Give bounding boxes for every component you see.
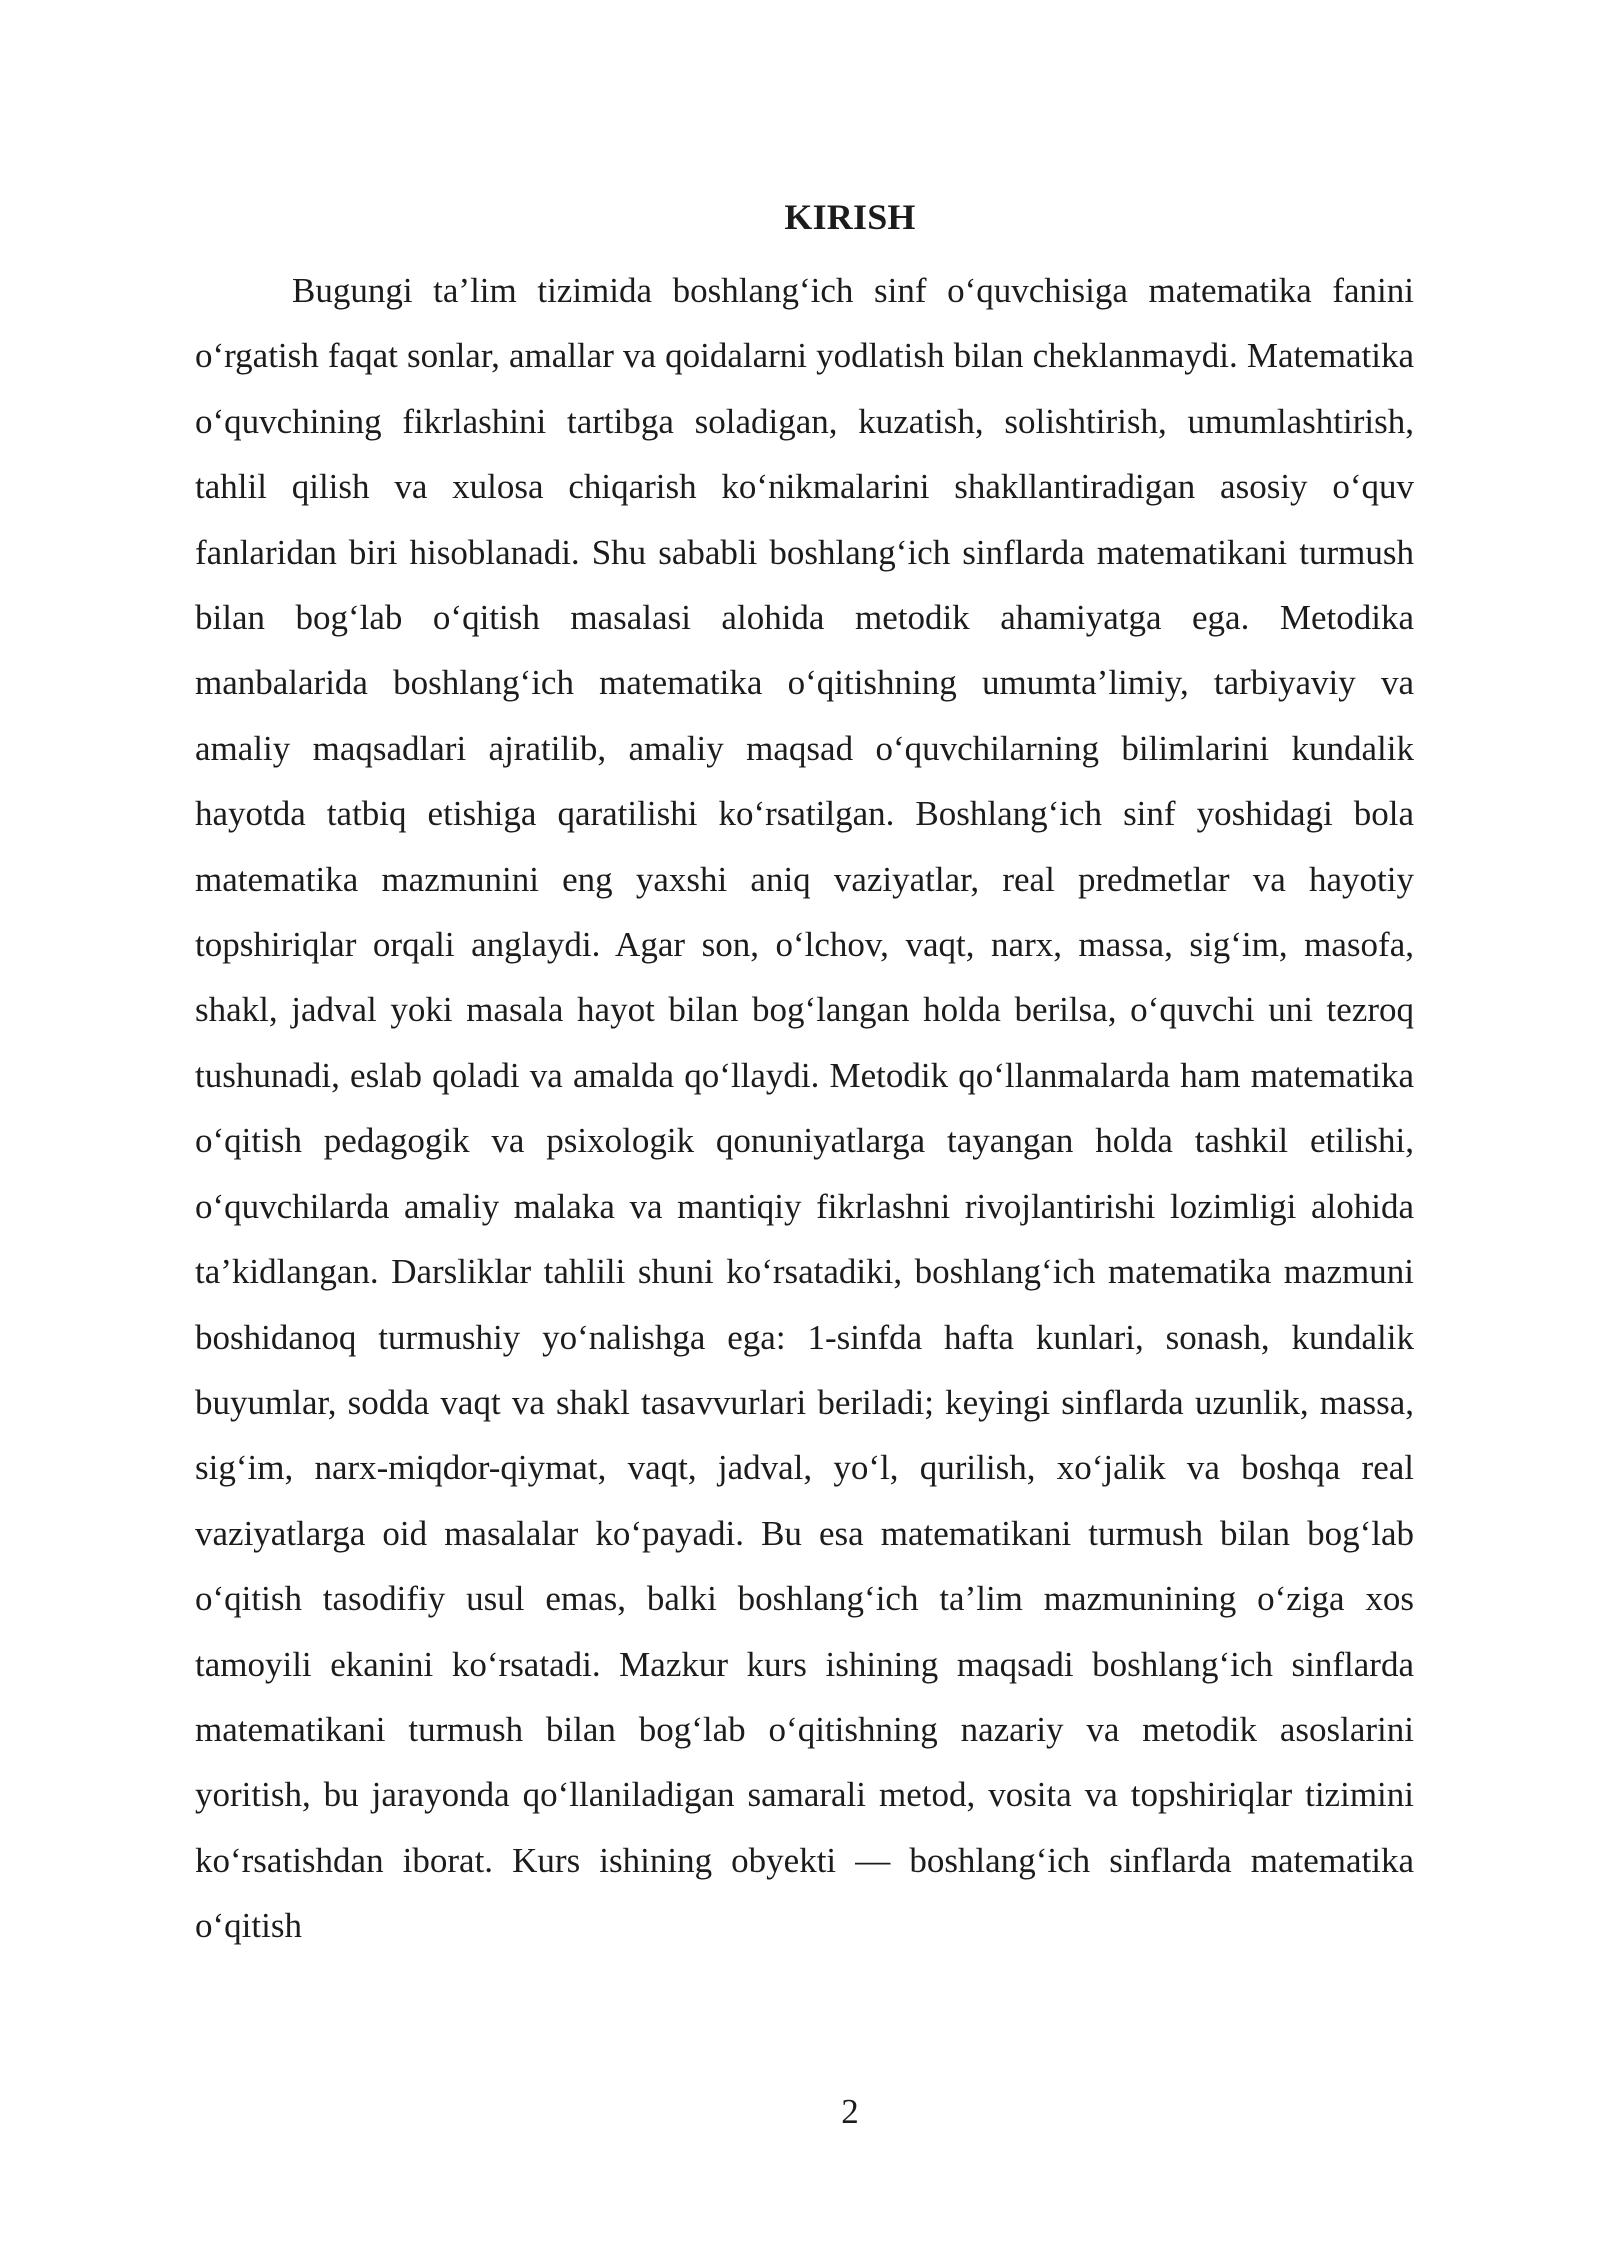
body-paragraph: Bugungi ta’lim tizimida boshlang‘ich sinf o‘quvchisiga matematika fanini o‘rgatish faqat sonlar, amallar va qoidalarni yodlatish bilan cheklanmaydi. Matematika o‘quvchining fikrlashini tartibga soladigan, kuzatish, solishtirish, umumlashtirish, tahlil qilish va xulosa chiqarish ko‘nikmalarini shakllantiradigan asosiy o‘quv fanlaridan biri hisoblanadi. Shu sababli boshlang‘ich sinflarda matematikani turmush bilan bog‘lab o‘qitish masalasi alohida metodik ahamiyatga ega. Metodika manbalarida boshlang‘ich matematika o‘qitishning umumta’limiy, tarbiyaviy va amaliy maqsadlari ajratilib, amaliy maqsad o‘quvchilarning bilimlarini kundalik hayotda tatbiq etishiga qaratilishi ko‘rsatilgan. Boshlang‘ich sinf yoshidagi bola matematika mazmunini eng yaxshi aniq vaziyatlar, real predmetlar va hayotiy topshiriqlar orqali anglaydi. Agar son, o‘lchov, vaqt, narx, massa, sig‘im, masofa, shakl, jadval yoki masala hayot bilan bog‘langan holda berilsa, o‘quvchi uni tezroq tushunadi, eslab qoladi va amalda qo‘llaydi. Metodik qo‘llanmalarda ham matematika o‘qitish pedagogik va psixologik qonuniyatlarga tayangan holda tashkil etilishi, o‘quvchilarda amaliy malaka va mantiqiy fikrlashni rivojlantirishi lozimligi alohida ta’kidlangan. Darsliklar tahlili shuni ko‘rsatadiki, boshlang‘ich matematika mazmuni boshidanoq turmushiy yo‘nalishga ega: 1-sinfda hafta kunlari, sonash, kundalik buyumlar, sodda vaqt va shakl tasavvurlari beriladi; keyingi sinflarda uzunlik, massa, sig‘im, narx-miqdor-qiymat, vaqt, jadval, yo‘l, qurilish, xo‘jalik va boshqa real vaziyatlarga oid masalalar ko‘payadi. Bu esa matematikani turmush bilan bog‘lab o‘qitish tasodifiy usul emas, balki boshlang‘ich ta’lim mazmunining o‘ziga xos tamoyili ekanini ko‘rsatadi. Mazkur kurs ishining maqsadi boshlang‘ich sinflarda matematikani turmush bilan bog‘lab o‘qitishning nazariy va metodik asoslarini yoritish, bu jarayonda qo‘llaniladigan samarali metod, vosita va topshiriqlar tizimini ko‘rsatishdan iborat. Kurs ishining obyekti — boshlang‘ich sinflarda matematika o‘qitish xyxy=(195,271,1414,1946)
section-heading: KIRISH xyxy=(784,197,916,237)
page-number: 2 xyxy=(841,2092,859,2131)
